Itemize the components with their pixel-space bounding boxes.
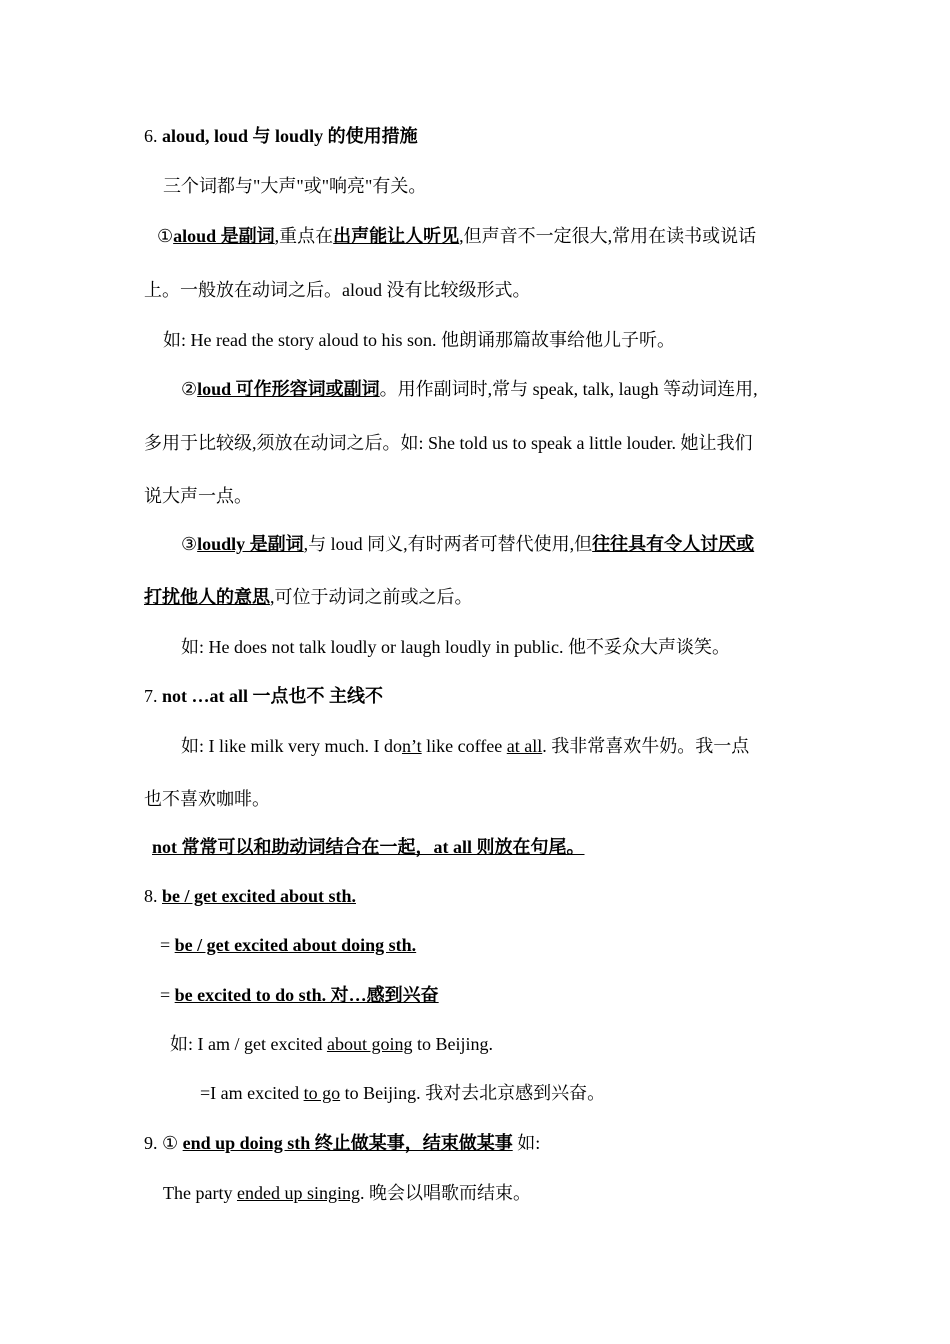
circled-number: ③ [181, 534, 198, 554]
aloud-example: 如: He read the story aloud to his son. 他朗诵那篇故事给他儿子听。 [163, 330, 675, 350]
loud-paragraph-line-2: 多用于比较级,须放在动词之后。如: She told us to speak a little louder. 她让我们 [144, 433, 753, 453]
section-number: 9. ① [144, 1133, 183, 1153]
section-7-heading [144, 684, 383, 708]
circled-number: ① [157, 226, 174, 246]
not-at-all-example-line-2: 也不喜欢咖啡。 [144, 789, 270, 809]
section-title: be / get excited about sth. [162, 886, 356, 906]
section-8-heading [144, 884, 356, 908]
loudly-term: loudly 是副词 [197, 534, 304, 554]
section-number: 6. [144, 126, 162, 146]
excited-equivalent-1: = be / get excited about doing sth. [160, 935, 417, 955]
section-title: not …at all 一点也不 主线不 [162, 686, 384, 706]
aloud-key-point: 出声能让人听见 [333, 226, 460, 246]
loudly-paragraph-line-2: 打扰他人的意思,可位于动词之前或之后。 [144, 587, 473, 607]
loud-term: loud 可作形容词或副词 [197, 379, 380, 399]
section-9-heading: 9. ① end up doing sth 终止做某事，结束做某事 如: [144, 1133, 541, 1153]
not-at-all-note: not 常常可以和助动词结合在一起，at all 则放在句尾。 [152, 837, 585, 857]
excited-example-2: =I am excited to go to Beijing. 我对去北京感到兴奋。 [200, 1083, 606, 1103]
section-6-heading [144, 124, 418, 148]
loud-paragraph-line-1: ②loud 可作形容词或副词。用作副词时,常与 speak, talk, laugh 等动词连用, [181, 379, 758, 399]
loud-paragraph-line-3: 说大声一点。 [144, 486, 252, 506]
intro-line: 三个词都与"大声"或"响亮"有关。 [163, 176, 427, 196]
section-number: 7. [144, 686, 162, 706]
loudly-key-point: 往往具有令人讨厌或 [592, 534, 755, 554]
loudly-key-point-cont: 打扰他人的意思 [144, 587, 270, 607]
circled-number: ② [181, 379, 198, 399]
section-title: end up doing sth 终止做某事，结束做某事 [182, 1133, 513, 1153]
loudly-paragraph-line-1: ③loudly 是副词,与 loud 同义,有时两者可替代使用,但往往具有令人讨厌或 [181, 534, 755, 554]
not-at-all-example-line-1: 如: I like milk very much. I don’t like coffee at all. 我非常喜欢牛奶。我一点 [181, 736, 750, 756]
aloud-paragraph-line-1: ①aloud 是副词,重点在出声能让人听见,但声音不一定很大,常用在读书或说话 [157, 226, 757, 246]
end-up-example: The party ended up singing. 晚会以唱歌而结束。 [163, 1183, 531, 1203]
aloud-paragraph-line-2: 上。一般放在动词之后。aloud 没有比较级形式。 [144, 280, 531, 300]
excited-example-1: 如: I am / get excited about going to Beijing. [170, 1034, 493, 1054]
aloud-term: aloud 是副词 [173, 226, 275, 246]
section-number: 8. [144, 886, 162, 906]
loudly-example: 如: He does not talk loudly or laugh loudly in public. 他不妥众大声谈笑。 [181, 637, 730, 657]
section-title: aloud, loud 与 loudly 的使用措施 [162, 126, 418, 146]
excited-equivalent-2: = be excited to do sth. 对…感到兴奋 [160, 985, 439, 1005]
